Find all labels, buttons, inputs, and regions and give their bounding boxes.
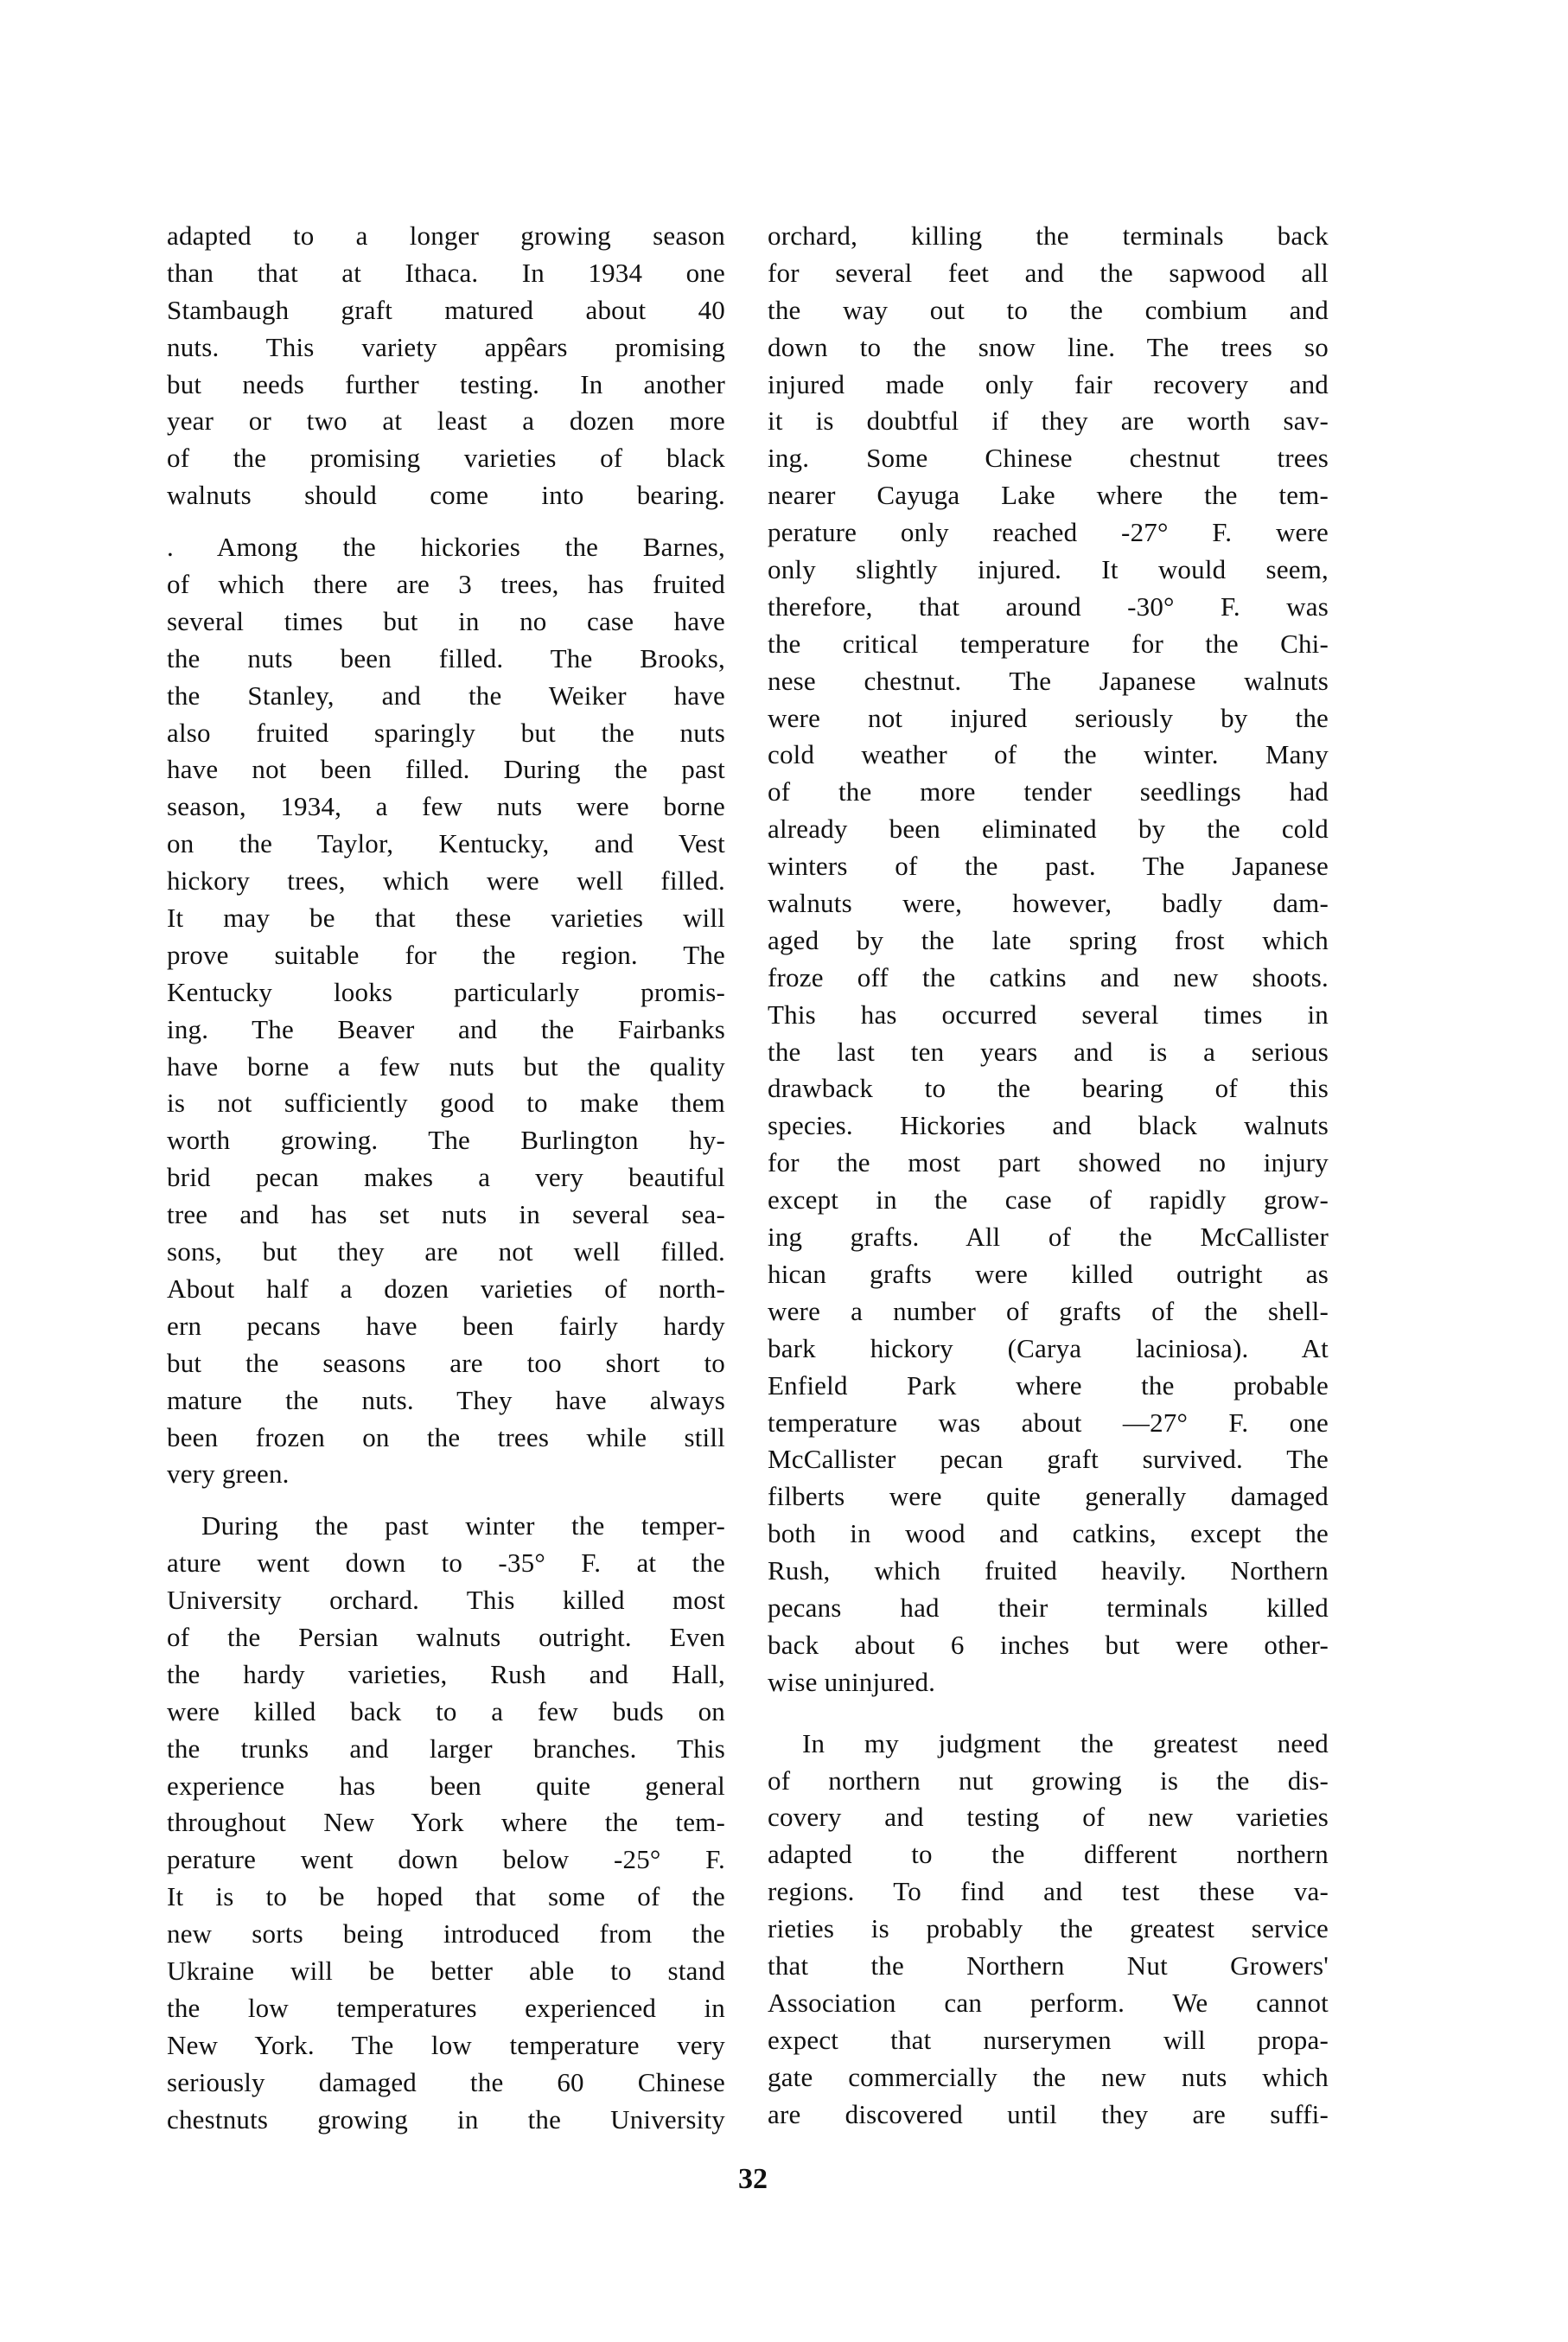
text-line: the low temperatures experienced in [167, 1992, 725, 2023]
text-line: of northern nut growing is the dis- [768, 1764, 1329, 1796]
text-line: than that at Ithaca. In 1934 one [167, 257, 725, 288]
text-line: New York. The low temperature very [167, 2029, 725, 2060]
text-line: hickory trees, which were well filled. [167, 865, 725, 897]
text-line: expect that nurserymen will propa- [768, 2024, 1329, 2055]
text-line: the last ten years and is a serious [768, 1036, 1329, 1067]
text-line: season, 1934, a few nuts were borne [167, 791, 725, 822]
paragraph-judgment [768, 1726, 1329, 2134]
text-line: ern pecans have been fairly hardy [167, 1310, 725, 1341]
text-line: ing. The Beaver and the Fairbanks [167, 1013, 725, 1044]
paragraph-black-walnuts [167, 218, 725, 514]
text-line: nuts. This variety appêars promising [167, 331, 725, 362]
text-line: regions. To find and test these va- [768, 1876, 1329, 1907]
left-column [167, 218, 725, 2153]
text-line: froze off the catkins and new shoots. [768, 961, 1329, 992]
text-line: both in wood and catkins, except the [768, 1518, 1329, 1549]
text-line: seriously damaged the 60 Chinese [167, 2066, 725, 2097]
text-line: injured made only fair recovery and [768, 368, 1329, 399]
text-line: also fruited sparingly but the nuts [167, 717, 725, 748]
text-line: adapted to the different northern [768, 1839, 1329, 1870]
text-line: During the past winter the temper- [201, 1510, 725, 1541]
text-line: down to the snow line. The trees so [768, 331, 1329, 362]
text-line: Rush, which fruited heavily. Northern [768, 1555, 1329, 1586]
text-line: the nuts been filled. The Brooks, [167, 642, 725, 673]
text-line: ing grafts. All of the McCallister [768, 1222, 1329, 1253]
text-line: year or two at least a dozen more [167, 405, 725, 437]
text-line: perature only reached -27° F. were [768, 517, 1329, 548]
text-line: ing. Some Chinese chestnut trees [768, 443, 1329, 474]
text-line: on the Taylor, Kentucky, and Vest [167, 828, 725, 859]
text-line: worth growing. The Burlington hy- [167, 1125, 725, 1156]
text-line: temperature was about —27° F. one [768, 1407, 1329, 1438]
text-line: back about 6 inches but were other- [768, 1629, 1329, 1660]
text-line: it is doubtful if they are worth sav- [768, 405, 1329, 437]
text-line: several times but in no case have [167, 605, 725, 636]
text-line: were a number of grafts of the shell- [768, 1295, 1329, 1326]
text-line: experience has been quite general [167, 1770, 725, 1801]
paragraph-past-winter [167, 1508, 725, 2138]
text-line: the hardy varieties, Rush and Hall, [167, 1658, 725, 1689]
text-line: aged by the late spring frost which [768, 924, 1329, 955]
text-line: rieties is probably the greatest service [768, 1913, 1329, 1944]
text-line: University orchard. This killed most [167, 1585, 725, 1616]
text-line: of the promising varieties of black [167, 443, 725, 474]
paragraph-hickories [167, 529, 725, 1493]
text-line: adapted to a longer growing season [167, 220, 725, 251]
text-line: wise uninjured. [768, 1666, 936, 1697]
text-line: of which there are 3 trees, has fruited [167, 569, 725, 600]
text-line: the way out to the combium and [768, 294, 1329, 325]
text-line: the Stanley, and the Weiker have [167, 680, 725, 711]
text-line: perature went down below -25° F. [167, 1844, 725, 1875]
text-line: throughout New York where the tem- [167, 1807, 725, 1838]
text-line: It is to be hoped that some of the [167, 1881, 725, 1912]
text-line: It may be that these varieties will [167, 903, 725, 934]
text-line: very green. [167, 1458, 290, 1490]
text-line: therefore, that around -30° F. was [768, 590, 1329, 622]
text-line: the trunks and larger branches. This [167, 1733, 725, 1764]
text-line: gate commercially the new nuts which [768, 2061, 1329, 2092]
text-line: McCallister pecan graft survived. The [768, 1444, 1329, 1475]
text-line: but the seasons are too short to [167, 1347, 725, 1378]
text-line: but needs further testing. In another [167, 368, 725, 399]
text-line: walnuts were, however, badly dam- [768, 888, 1329, 919]
text-line: About half a dozen varieties of north- [167, 1273, 725, 1304]
text-line: nearer Cayuga Lake where the tem- [768, 480, 1329, 511]
text-line: Kentucky looks particularly promis- [167, 976, 725, 1007]
text-line: already been eliminated by the cold [768, 814, 1329, 845]
text-line: species. Hickories and black walnuts [768, 1110, 1329, 1141]
text-line: walnuts should come into bearing. [167, 480, 725, 511]
right-column [768, 218, 1329, 2147]
text-line: of the more tender seedlings had [768, 776, 1329, 807]
text-line: orchard, killing the terminals back [768, 220, 1329, 251]
text-line: covery and testing of new varieties [768, 1802, 1329, 1833]
text-line: hican grafts were killed outright as [768, 1258, 1329, 1289]
text-line: winters of the past. The Japanese [768, 851, 1329, 882]
text-line: are discovered until they are suffi- [768, 2098, 1329, 2129]
text-line: . Among the hickories the Barnes, [167, 532, 725, 563]
text-line: ature went down to -35° F. at the [167, 1548, 725, 1579]
text-line: of the Persian walnuts outright. Even [167, 1621, 725, 1652]
text-line: except in the case of rapidly grow- [768, 1184, 1329, 1216]
text-line: for the most part showed no injury [768, 1147, 1329, 1178]
text-line: only slightly injured. It would seem, [768, 554, 1329, 585]
text-line: were not injured seriously by the [768, 702, 1329, 733]
text-line: that the Northern Nut Growers' [768, 1950, 1329, 1981]
text-line: new sorts being introduced from the [167, 1918, 725, 1950]
text-line: have not been filled. During the past [167, 754, 725, 785]
paragraph-winter-damage [768, 218, 1329, 1701]
text-line: been frozen on the trees while still [167, 1421, 725, 1452]
text-line: have borne a few nuts but the quality [167, 1050, 725, 1082]
page-number: 32 [738, 2163, 768, 2195]
text-line: prove suitable for the region. The [167, 939, 725, 970]
text-line: the critical temperature for the Chi- [768, 628, 1329, 659]
text-line: This has occurred several times in [768, 999, 1329, 1030]
text-line: were killed back to a few buds on [167, 1695, 725, 1726]
text-line: Association can perform. We cannot [768, 1987, 1329, 2018]
text-line: Enfield Park where the probable [768, 1369, 1329, 1401]
text-line: mature the nuts. They have always [167, 1384, 725, 1415]
text-line: pecans had their terminals killed [768, 1592, 1329, 1623]
text-line: sons, but they are not well filled. [167, 1236, 725, 1267]
text-line: drawback to the bearing of this [768, 1073, 1329, 1104]
text-line: Ukraine will be better able to stand [167, 1955, 725, 1986]
text-line: tree and has set nuts in several sea- [167, 1199, 725, 1230]
text-line: In my judgment the greatest need [802, 1727, 1329, 1758]
text-line: Stambaugh graft matured about 40 [167, 294, 725, 325]
text-line: nese chestnut. The Japanese walnuts [768, 665, 1329, 696]
text-line: filberts were quite generally damaged [768, 1481, 1329, 1512]
text-line: brid pecan makes a very beautiful [167, 1162, 725, 1193]
text-line: cold weather of the winter. Many [768, 739, 1329, 770]
text-line: for several feet and the sapwood all [768, 257, 1329, 288]
text-line: is not sufficiently good to make them [167, 1088, 725, 1119]
text-line: chestnuts growing in the University [167, 2103, 725, 2135]
text-line: bark hickory (Carya laciniosa). At [768, 1332, 1329, 1363]
